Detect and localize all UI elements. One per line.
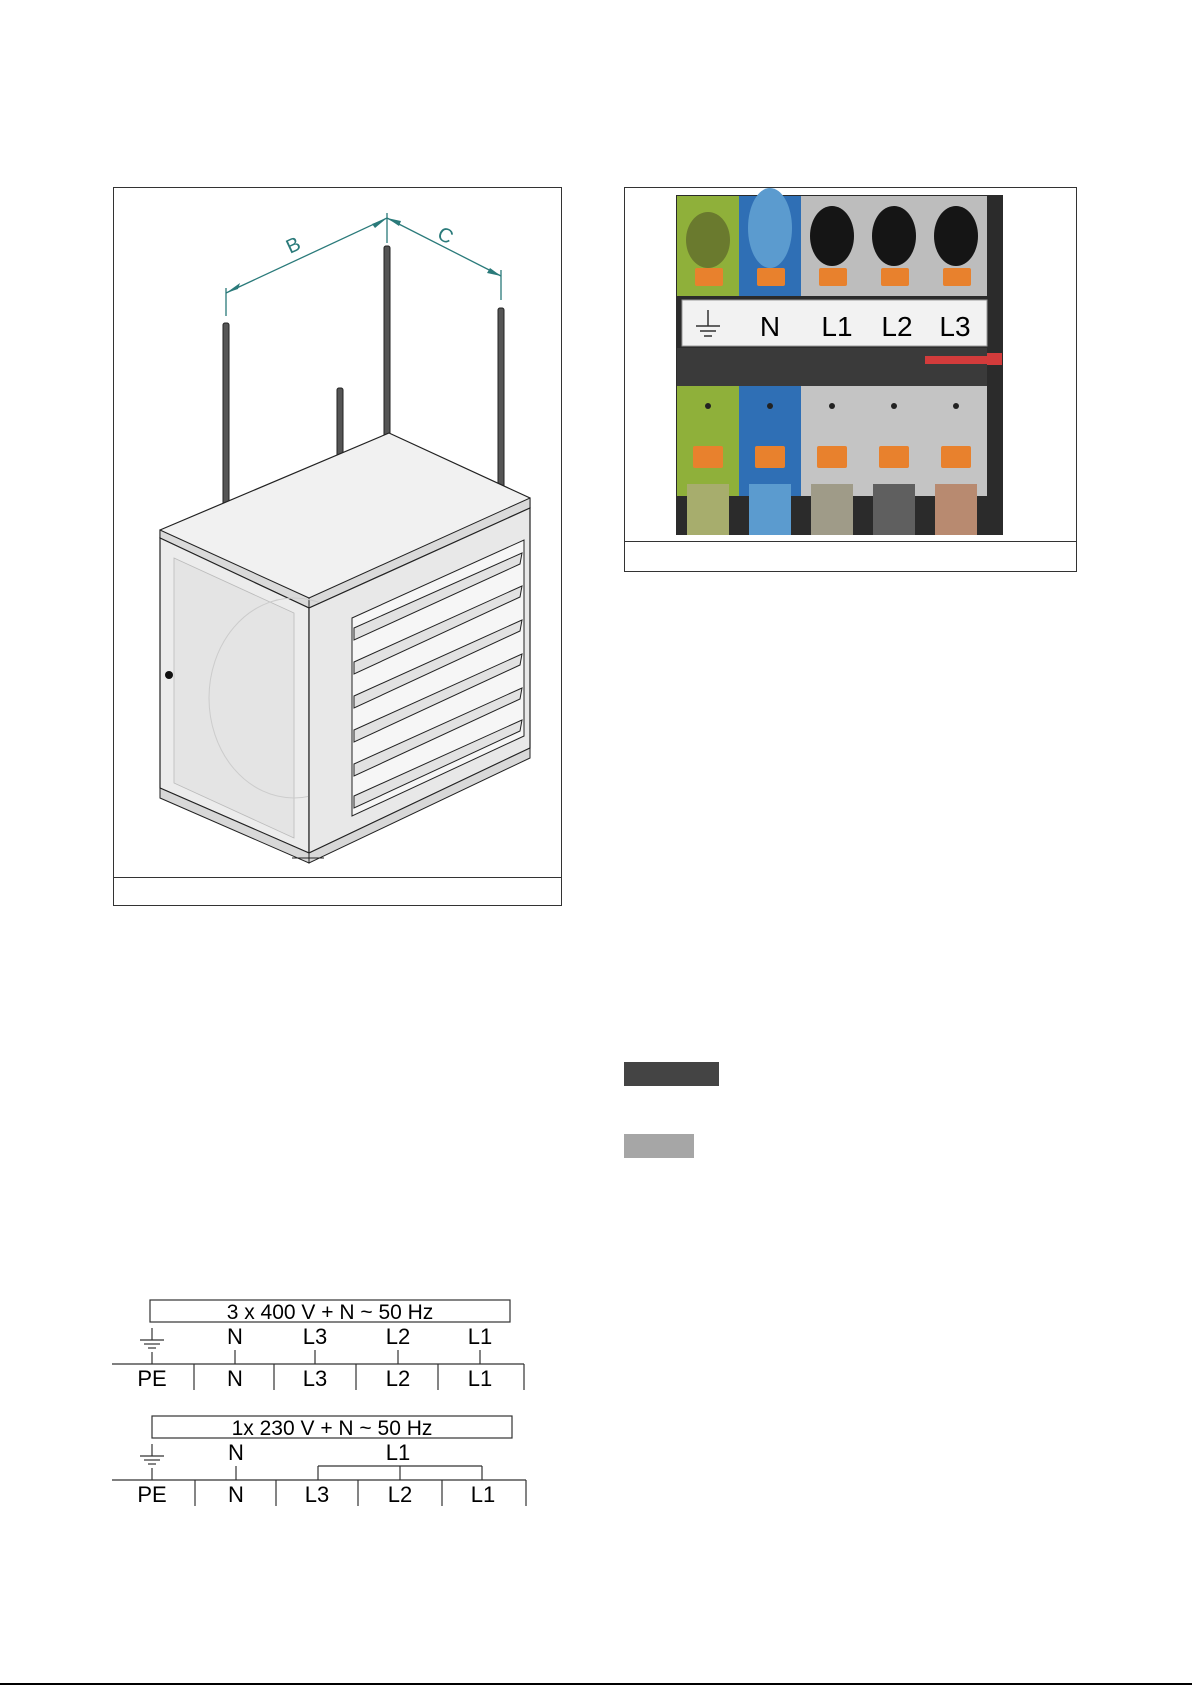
legend-swatch-light [624, 1134, 694, 1158]
three-phase-supply-label: 3 x 400 V + N ~ 50 Hz [226, 1301, 434, 1324]
three-phase-unit-l1: L1 [467, 1366, 493, 1391]
three-phase-unit-l2: L2 [385, 1366, 411, 1391]
three-phase-supply-l2: L2 [385, 1324, 411, 1349]
terminal-block-photo [625, 188, 1076, 540]
single-phase-supply-n: N [228, 1440, 244, 1465]
single-phase-unit-pe: PE [137, 1482, 167, 1507]
terminal-photo-figure [624, 187, 1077, 572]
three-phase-unit-pe: PE [137, 1366, 167, 1391]
three-phase-supply-l1: L1 [467, 1324, 493, 1349]
three-phase-unit-n: N [227, 1366, 243, 1391]
heater-caption-line [114, 877, 561, 878]
legend-swatch-dark [624, 1062, 719, 1086]
single-phase-unit-l1: L1 [470, 1482, 496, 1507]
terminal-label-l1: L1 [821, 311, 853, 342]
three-phase-unit-l3: L3 [302, 1366, 328, 1391]
wiring-diagram-three-phase [112, 1298, 532, 1394]
single-phase-supply-label: 1x 230 V + N ~ 50 Hz [231, 1417, 433, 1440]
terminal-label-l2: L2 [881, 311, 913, 342]
terminal-label-l3: L3 [939, 311, 971, 342]
heater-drawing [114, 188, 561, 876]
terminal-label-n: N [759, 311, 781, 342]
wiring-diagram-single-phase [112, 1414, 532, 1510]
single-phase-unit-l2: L2 [387, 1482, 413, 1507]
single-phase-supply-l1: L1 [385, 1440, 411, 1465]
earth-icon [140, 1328, 164, 1364]
terminal-photo-caption-line [625, 541, 1076, 542]
single-phase-unit-n: N [228, 1482, 244, 1507]
dimension-b-label: B [282, 232, 305, 259]
heater-figure [113, 187, 562, 906]
single-phase-unit-l3: L3 [304, 1482, 330, 1507]
dimension-c-label: C [433, 222, 457, 250]
earth-icon [140, 1444, 164, 1480]
three-phase-supply-n: N [227, 1324, 243, 1349]
three-phase-supply-l3: L3 [302, 1324, 328, 1349]
